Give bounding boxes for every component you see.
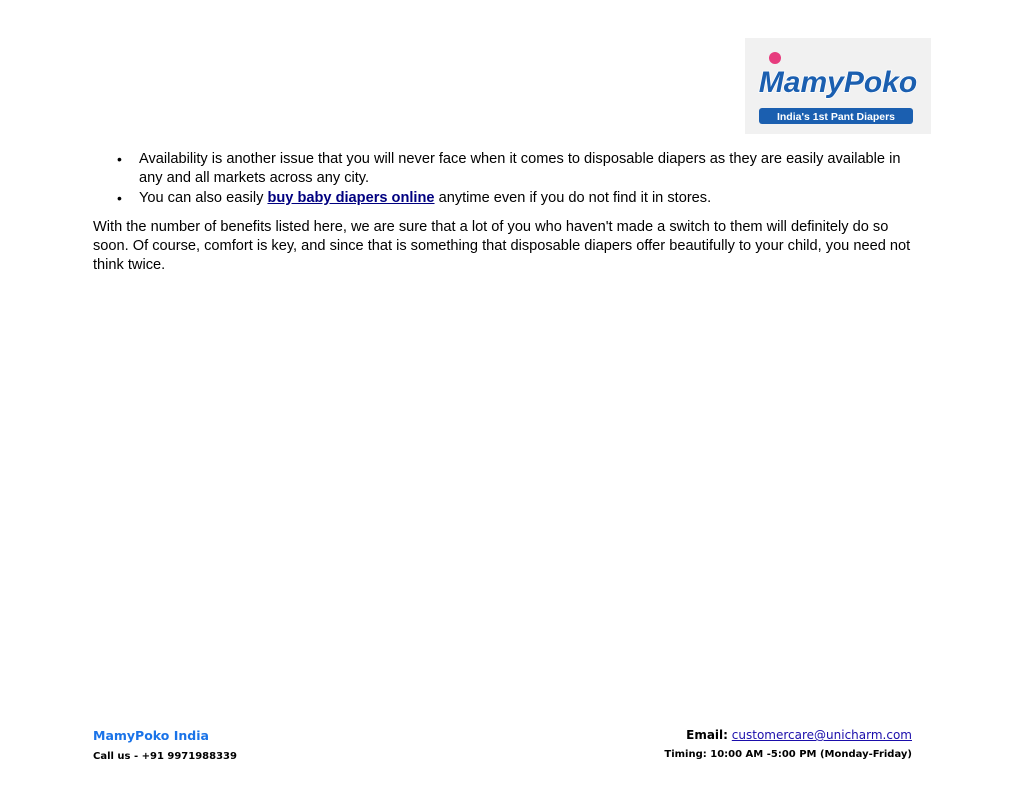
footer-contact: [93, 728, 237, 762]
footer-brand: MamyPoko India: [93, 728, 209, 743]
email-label: Email:: [686, 728, 728, 742]
bullet-icon: •: [117, 151, 122, 167]
footer-email-row: [664, 728, 912, 742]
list-item: [93, 150, 925, 189]
footer-phone: Call us - +91 9971988339: [93, 751, 237, 762]
conclusion-paragraph: With the number of benefits listed here, we are sure that a lot of you who haven't made a switch to them will definitely do so soon. Of course, comfort is key, and since that is something that disposable diapers offer beautifully to your child, you need not think twice.: [93, 218, 911, 274]
buy-diapers-online-link[interactable]: buy baby diapers online: [267, 189, 435, 206]
footer-timing: Timing: 10:00 AM -5:00 PM (Monday-Friday): [664, 749, 912, 760]
list-item-text: Availability is another issue that you will never face when it comes to disposable diapers as they are easily available in any and all markets across any city.: [139, 151, 901, 187]
bullet-icon: •: [117, 189, 122, 206]
logo-tagline-text: India's 1st Pant Diapers: [776, 111, 896, 123]
mamypoko-logo: [745, 38, 931, 134]
document-body: [93, 150, 925, 276]
list-item: [93, 189, 925, 208]
email-link[interactable]: customercare@unicharm.com: [731, 728, 912, 742]
benefit-list: [93, 150, 925, 208]
list-item-text-before: You can also easily: [139, 189, 268, 206]
footer-support: [664, 728, 912, 760]
list-item-text-after: anytime even if you do not find it in stores.: [434, 189, 712, 206]
logo-graphic: [745, 38, 931, 134]
logo-brand-text: MamyPoko: [758, 66, 918, 99]
